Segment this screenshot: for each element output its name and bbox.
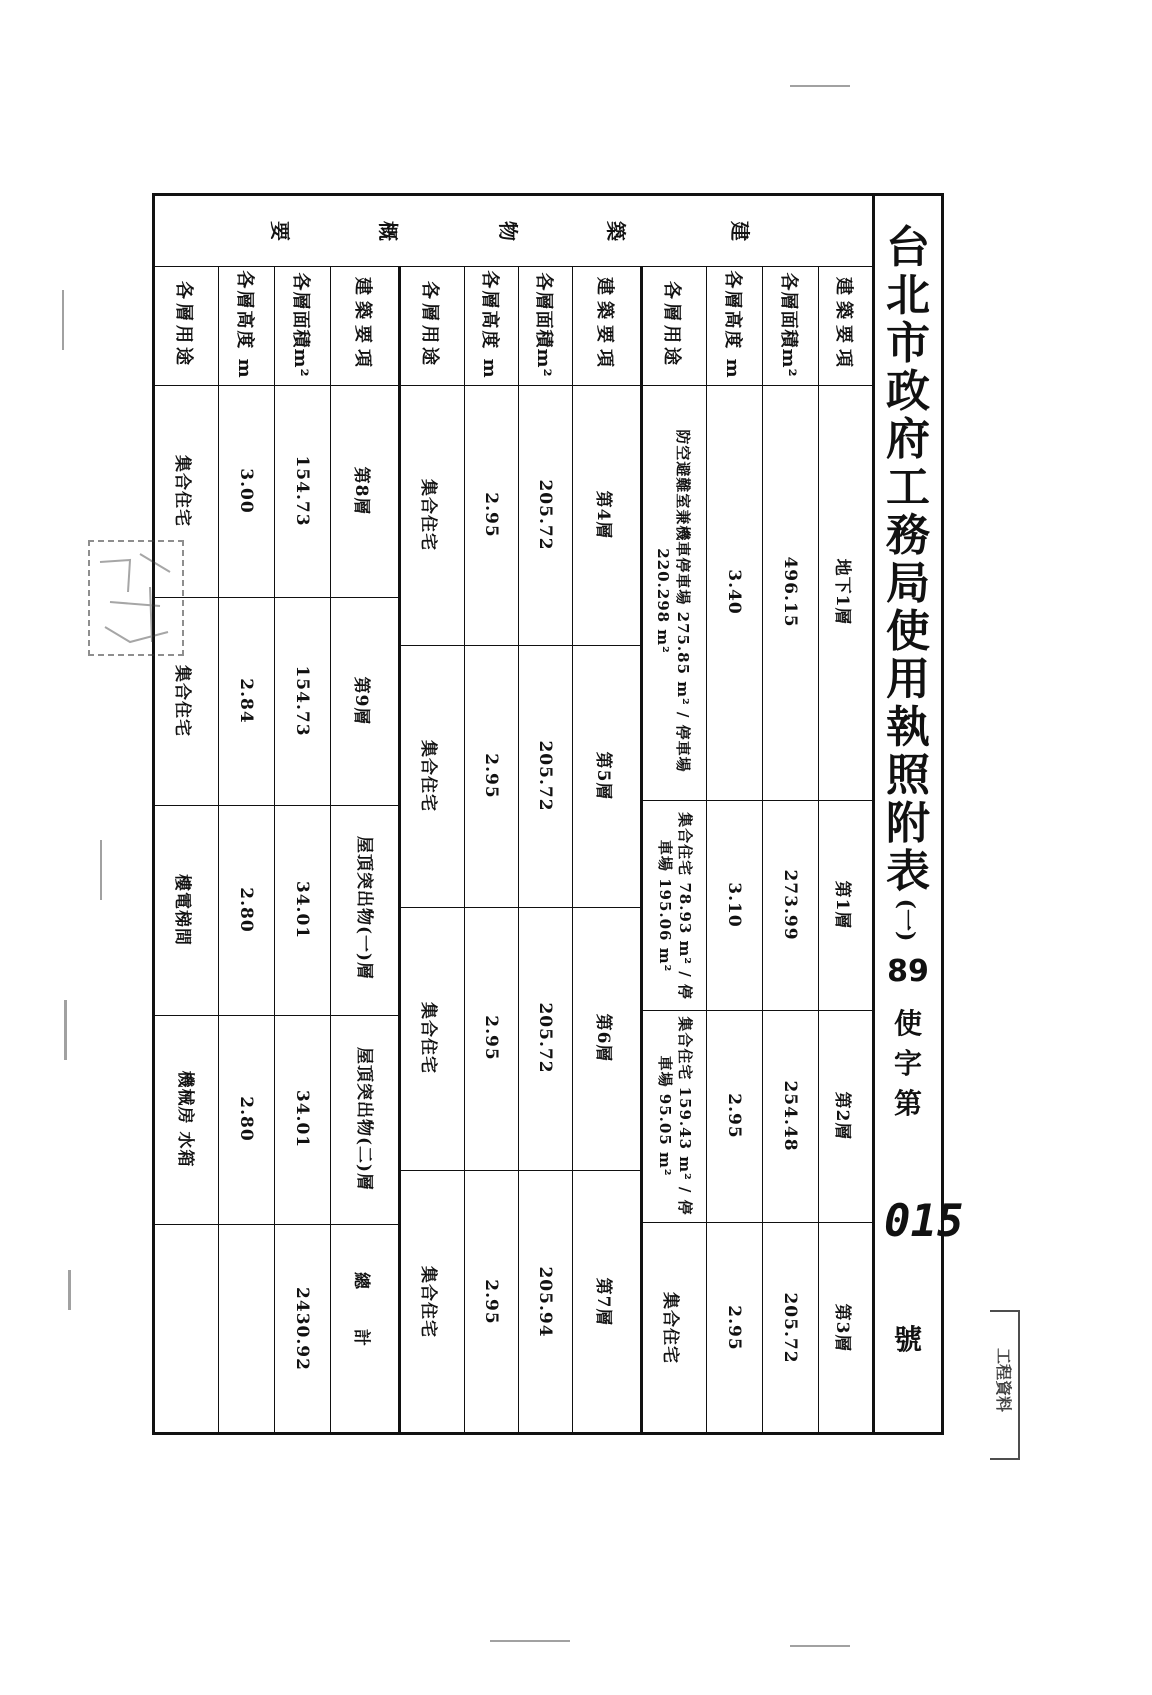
permit-number: 015: [884, 1196, 964, 1247]
title-char: 務: [886, 510, 930, 561]
label-use: 各層用途: [661, 281, 682, 369]
cell-floor: 第9層: [351, 676, 372, 726]
cell-total-label: 總計: [351, 1272, 372, 1386]
cell-use: 防空避難室兼機車停車場 275.85 m² / 停車場 220.298 m²: [654, 429, 692, 773]
cell-height: 3.10: [724, 882, 744, 928]
title-char: 表: [886, 846, 930, 897]
cell-use: 樓電梯間: [172, 874, 193, 946]
seal-stamp: [88, 540, 184, 656]
title-char: 執: [886, 702, 930, 753]
scan-mark: [100, 840, 102, 900]
cell-area: 34.01: [292, 1089, 312, 1149]
cell-total-area: 2430.92: [292, 1287, 312, 1371]
title-char: 局: [886, 558, 930, 609]
cell-area: 205.72: [780, 1292, 800, 1364]
title-column-divider: [872, 193, 875, 1435]
title-suffix: (一): [893, 898, 920, 942]
cell-area: 496.15: [780, 556, 800, 628]
cell-area: 154.73: [292, 665, 312, 737]
b1-line-1: [818, 266, 819, 1435]
label-height: 各層高度 m: [722, 270, 743, 380]
cell-use: 集合住宅: [660, 1292, 681, 1364]
cell-height: 2.95: [481, 1279, 501, 1325]
b3-line-2: [274, 266, 275, 1435]
b2-col-2: [398, 907, 640, 908]
cell-area: 34.01: [292, 880, 312, 940]
cell-floor: 地下1層: [832, 558, 853, 626]
cell-floor: 屋頂突出物(二)層: [354, 1046, 374, 1192]
section-char: 要: [268, 221, 293, 241]
b3-line-3: [218, 266, 219, 1435]
title-char: 北: [886, 270, 930, 321]
cell-height: 2.95: [481, 492, 501, 538]
section-char: 概: [376, 221, 401, 241]
permit-year: 89: [887, 954, 929, 989]
b3-col-3: [152, 1015, 398, 1016]
cell-use: 機械房 水箱: [175, 1070, 195, 1168]
label-item: 建築要項: [833, 277, 854, 373]
label-area: 各層面積m²: [778, 272, 799, 378]
cell-use: 集合住宅: [418, 1002, 439, 1074]
cell-use: 集合住宅: [418, 1266, 439, 1338]
title-char: 政: [886, 366, 930, 417]
cell-area: 205.72: [535, 740, 555, 812]
title-char: 附: [886, 798, 930, 849]
b3-line-1: [330, 266, 331, 1435]
section-char: 築: [604, 221, 629, 241]
cell-floor: 第2層: [832, 1091, 853, 1141]
cell-use: 集合住宅: [172, 455, 193, 527]
b2-col-3: [398, 1170, 640, 1171]
label-height: 各層高度 m: [479, 270, 500, 380]
label-row-divider: [152, 385, 872, 386]
cell-total-height: [231, 1229, 261, 1429]
cell-floor: 屋頂突出物(一)層: [354, 835, 374, 981]
label-use: 各層用途: [419, 281, 440, 369]
cell-use: 集合住宅: [418, 479, 439, 551]
cell-area: 205.72: [535, 479, 555, 551]
cell-area: 273.99: [780, 869, 800, 941]
section-char: 物: [496, 221, 521, 241]
scan-mark: [490, 1640, 570, 1642]
cell-area: 254.48: [780, 1080, 800, 1152]
cell-height: 2.80: [236, 1096, 256, 1142]
title-char: 市: [886, 318, 930, 369]
cell-height: 3.40: [724, 569, 744, 615]
cell-height: 2.95: [481, 1015, 501, 1061]
cell-height: 2.95: [724, 1093, 744, 1139]
cell-area: 154.73: [292, 455, 312, 527]
cell-height: 3.00: [236, 468, 256, 514]
cell-use: 集合住宅 159.43 m² / 停車場 95.05 m²: [656, 1016, 694, 1216]
title-char: 台: [886, 222, 930, 273]
permit-char: 第: [893, 1087, 922, 1120]
cell-floor: 第3層: [832, 1303, 853, 1353]
b1-col-2: [640, 1010, 872, 1011]
label-height: 各層高度 m: [234, 270, 255, 380]
permit-char: 使: [893, 1007, 922, 1040]
b3-col-2: [152, 805, 398, 806]
side-stamp-text: 工程資料: [994, 1347, 1014, 1412]
label-item: 建築要項: [594, 277, 615, 373]
cell-floor: 第6層: [593, 1013, 614, 1063]
b2-line-3: [464, 266, 465, 1435]
cell-floor: 第8層: [351, 466, 372, 516]
permit-char: 字: [893, 1047, 922, 1080]
b3-col-1: [152, 597, 398, 598]
cell-height: 2.95: [481, 753, 501, 799]
title-char: 府: [886, 414, 930, 465]
b2-line-2: [518, 266, 519, 1435]
cell-floor: 第1層: [832, 880, 853, 930]
scan-mark: [68, 1270, 71, 1310]
b2-col-1: [398, 645, 640, 646]
b3-col-4: [152, 1224, 398, 1225]
label-item: 建築要項: [352, 277, 373, 373]
cell-floor: 第4層: [593, 490, 614, 540]
section-char: 建: [728, 221, 753, 241]
block-divider-1: [640, 266, 643, 1435]
cell-area: 205.72: [535, 1002, 555, 1074]
scan-mark: [64, 1000, 67, 1060]
b1-line-3: [706, 266, 707, 1435]
title-char: 照: [886, 750, 930, 801]
b1-col-3: [640, 1222, 872, 1223]
cell-floor: 第7層: [593, 1277, 614, 1327]
cell-use: 集合住宅: [418, 740, 439, 812]
label-area: 各層面積m²: [533, 272, 554, 378]
scan-mark: [790, 85, 850, 87]
cell-total-use: [170, 1229, 200, 1429]
seal-texture: [90, 542, 182, 654]
cell-height: 2.80: [236, 887, 256, 933]
scan-mark: [790, 1645, 850, 1647]
cell-floor: 第5層: [593, 751, 614, 801]
title-char: 使: [886, 606, 930, 657]
scan-mark: [62, 290, 64, 350]
b2-line-1: [572, 266, 573, 1435]
cell-use: 集合住宅 78.93 m² / 停車場 195.06 m²: [656, 812, 694, 1000]
title-char: 用: [886, 654, 930, 705]
label-use: 各層用途: [173, 281, 194, 369]
b1-line-2: [762, 266, 763, 1435]
cell-height: 2.84: [236, 678, 256, 724]
cell-use: 集合住宅: [172, 665, 193, 737]
side-stamp: [990, 1310, 1020, 1460]
permit-last-char: 號: [893, 1323, 922, 1356]
block-divider-2: [398, 266, 401, 1435]
cell-height: 2.95: [724, 1305, 744, 1351]
cell-area: 205.94: [535, 1266, 555, 1338]
title-char: 工: [886, 462, 930, 513]
label-area: 各層面積m²: [290, 272, 311, 378]
